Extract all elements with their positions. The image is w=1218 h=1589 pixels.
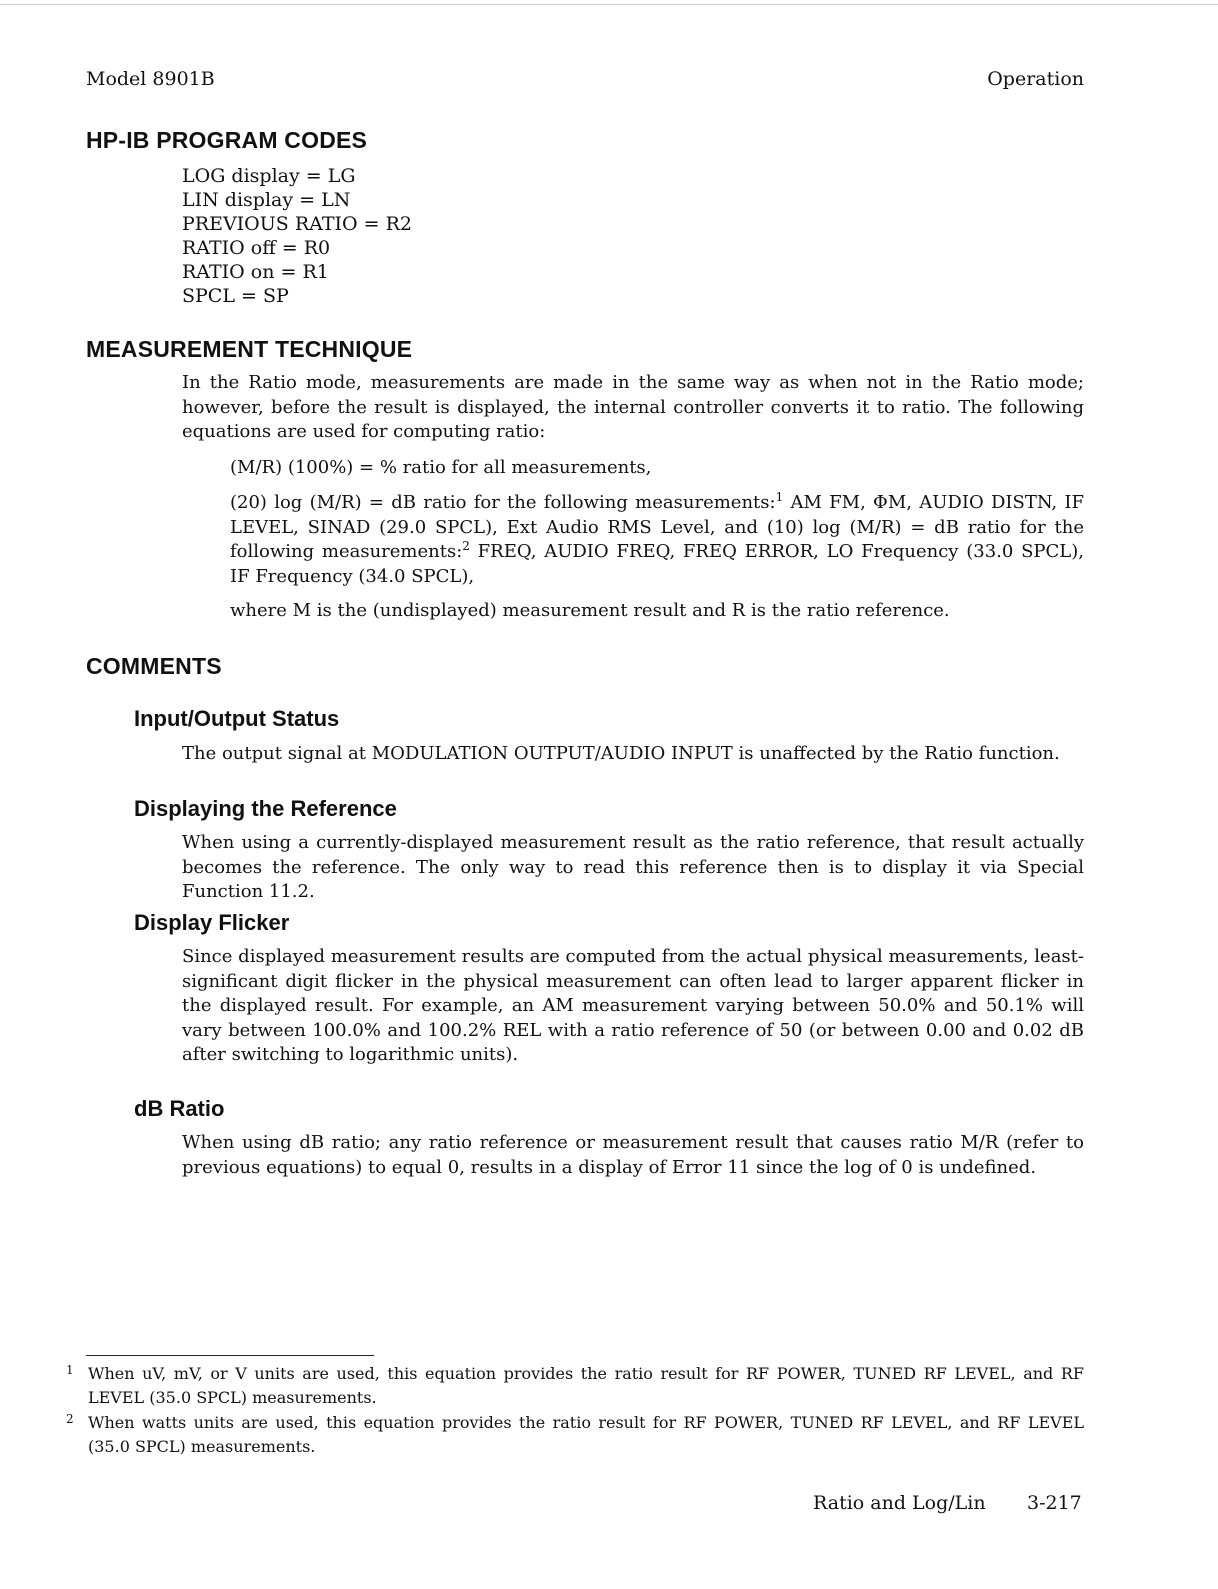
code-line: PREVIOUS RATIO = R2 [182, 213, 412, 235]
footnote-2-text: When watts units are used, this equation provides the ratio result for RF POWER, TUNED RF LEVEL, and RF LEVEL (35.0 SPCL) measurements. [88, 1413, 1084, 1456]
equation-where: where M is the (undisplayed) measurement result and R is the ratio reference. [230, 600, 950, 621]
equation-db-part1: (20) log (M/R) = dB ratio for the following measurements: [230, 492, 776, 513]
equation-db-part2: AM FM, ΦM, AUDIO DISTN, IF LEVEL, SINAD (29.0 SPCL), Ext Audio RMS Level, and (10) log (M/R) = dB ratio for the following measurements: [230, 492, 1085, 562]
header-section: Operation [987, 68, 1084, 90]
footnote-1-text: When uV, mV, or V units are used, this equation provides the ratio result for RF POWER, TUNED RF LEVEL, and RF LEVEL (35.0 SPCL) measurements. [88, 1364, 1084, 1407]
footnote-rule [86, 1355, 374, 1356]
comments-heading: COMMENTS [86, 653, 222, 679]
footnote-1-number: 1 [66, 1363, 74, 1377]
equation-db [230, 491, 1084, 589]
io-status-heading: Input/Output Status [134, 706, 340, 731]
code-line: LOG display = LG [182, 165, 356, 187]
footnote-ref-1: 1 [775, 490, 784, 504]
program-codes-list [182, 164, 412, 308]
program-codes-heading: HP-IB PROGRAM CODES [86, 127, 368, 153]
display-flicker-text: Since displayed measurement results are computed from the actual physical measurements, least-significant digit flicker in the physical measurement can often lead to larger apparent flicker in the displayed result. For example, an AM measurement varying between 50.0% and 50.1% will vary between 100.0% and 100.2% REL with a ratio reference of 50 (or between 0.00 and 0.02 dB after switching to logarithmic units). [182, 946, 1084, 1065]
footnote-ref-2: 2 [462, 539, 470, 553]
display-reference-heading: Displaying the Reference [134, 796, 397, 821]
code-line: RATIO off = R0 [182, 237, 331, 259]
footer-page-number: 3-217 [1027, 1492, 1082, 1514]
code-line: SPCL = SP [182, 285, 289, 307]
io-status-text: The output signal at MODULATION OUTPUT/AUDIO INPUT is unaffected by the Ratio function. [182, 743, 1060, 764]
technique-intro: In the Ratio mode, measurements are made in the same way as when not in the Ratio mode; however, before the result is displayed, the internal controller converts it to ratio. The following equations are used for computing ratio: [182, 372, 1084, 442]
equation-percent: (M/R) (100%) = % ratio for all measurements, [230, 457, 652, 478]
equation-db-part3: FREQ, AUDIO FREQ, FREQ ERROR, LO Frequency (33.0 SPCL), IF Frequency (34.0 SPCL), [230, 541, 1084, 587]
header-model: Model 8901B [86, 68, 215, 90]
page-top-rule [0, 4, 1218, 5]
footnote-2-number: 2 [66, 1412, 74, 1426]
display-reference-text: When using a currently-displayed measurement result as the ratio reference, that result actually becomes the reference. The only way to read this reference then is to display it via Special Function 11.2. [182, 832, 1084, 902]
db-ratio-text: When using dB ratio; any ratio reference or measurement result that causes ratio M/R (refer to previous equations) to equal 0, results in a display of Error 11 since the log of 0 is undefined. [182, 1132, 1084, 1178]
footnote-1 [66, 1362, 1084, 1410]
code-line: RATIO on = R1 [182, 261, 329, 283]
db-ratio-heading: dB Ratio [134, 1096, 225, 1121]
footer-section-title: Ratio and Log/Lin [813, 1492, 986, 1514]
footnote-2 [66, 1411, 1084, 1459]
technique-heading: MEASUREMENT TECHNIQUE [86, 336, 413, 362]
code-line: LIN display = LN [182, 189, 351, 211]
display-flicker-heading: Display Flicker [134, 910, 290, 935]
